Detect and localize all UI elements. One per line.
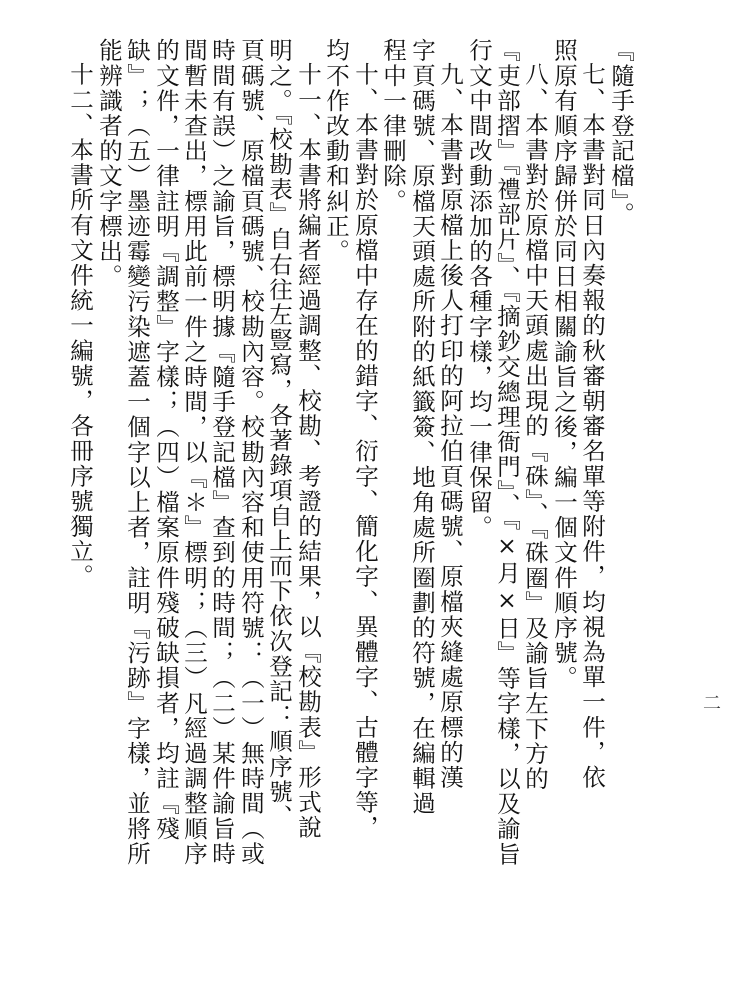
- text-column: 頁碼號、原檔頁碼號、校勘內容。校勘內容和使用符號：（一）無時間（或: [237, 38, 265, 867]
- text-column: 字頁碼號、原檔天頭處所附的紙籤簽、地角處所圈劃的符號，在編輯過: [408, 38, 436, 817]
- text-column: 十二、本書所有文件統一編號，各冊序號獨立。: [66, 62, 94, 590]
- text-column: 九、本書對原檔上後人打印的阿拉伯頁碼號、原檔夾縫處原標的漢: [436, 62, 464, 790]
- text-column: 缺』；（五）墨迹霉變污染遮蓋一個字以上者，註明『污跡』字樣，並將所: [123, 38, 151, 867]
- text-column: 程中一律刪除。: [379, 38, 407, 214]
- text-column: 七、本書對同日內奏報的秋審朝審名單等附件，均視為單一件，依: [578, 62, 606, 790]
- text-column: 的文件，一律註明『調整』字樣；（四）檔案原件殘破缺損者，均註『殘: [152, 38, 180, 842]
- text-column: 『吏部摺』『禮部片』、『摘鈔交總理衙門』、『×月×日』等字樣，以及諭旨: [493, 38, 521, 867]
- text-column: 時間有誤）之諭旨，標明據『隨手登記檔』查到的時間；（二）某件諭旨時: [208, 38, 236, 867]
- page-number: 二: [700, 693, 721, 711]
- text-column: 明之。『校勘表』自右往左豎寫，各著錄項自上而下依次登記：順序號、: [265, 38, 293, 830]
- text-column: 十、本書對於原檔中存在的錯字、衍字、簡化字、異體字、古體字等，: [351, 62, 379, 841]
- text-column: 八、本書對於原檔中天頭處出現的『硃』、『硃圈』及諭旨左下方的: [521, 62, 549, 792]
- text-column: 能辨識者的文字標出。: [95, 38, 123, 289]
- text-column: 均不作改動和糾正。: [322, 38, 350, 264]
- text-column: 十一、本書將編者經過調整、校勘、考證的結果，以『校勘表』形式說: [294, 62, 322, 841]
- text-column: 間暫未查出，標用此前一件之時間，以『＊』標明；（三）凡經過調整順序: [180, 38, 208, 867]
- text-column: 照原有順序歸併於同日相關諭旨之後，編一個文件順序號。: [550, 38, 578, 691]
- text-column: 『隨手登記檔』。: [607, 38, 635, 228]
- text-column: 行文中間改動添加的各種字樣，均一律保留。: [465, 38, 493, 540]
